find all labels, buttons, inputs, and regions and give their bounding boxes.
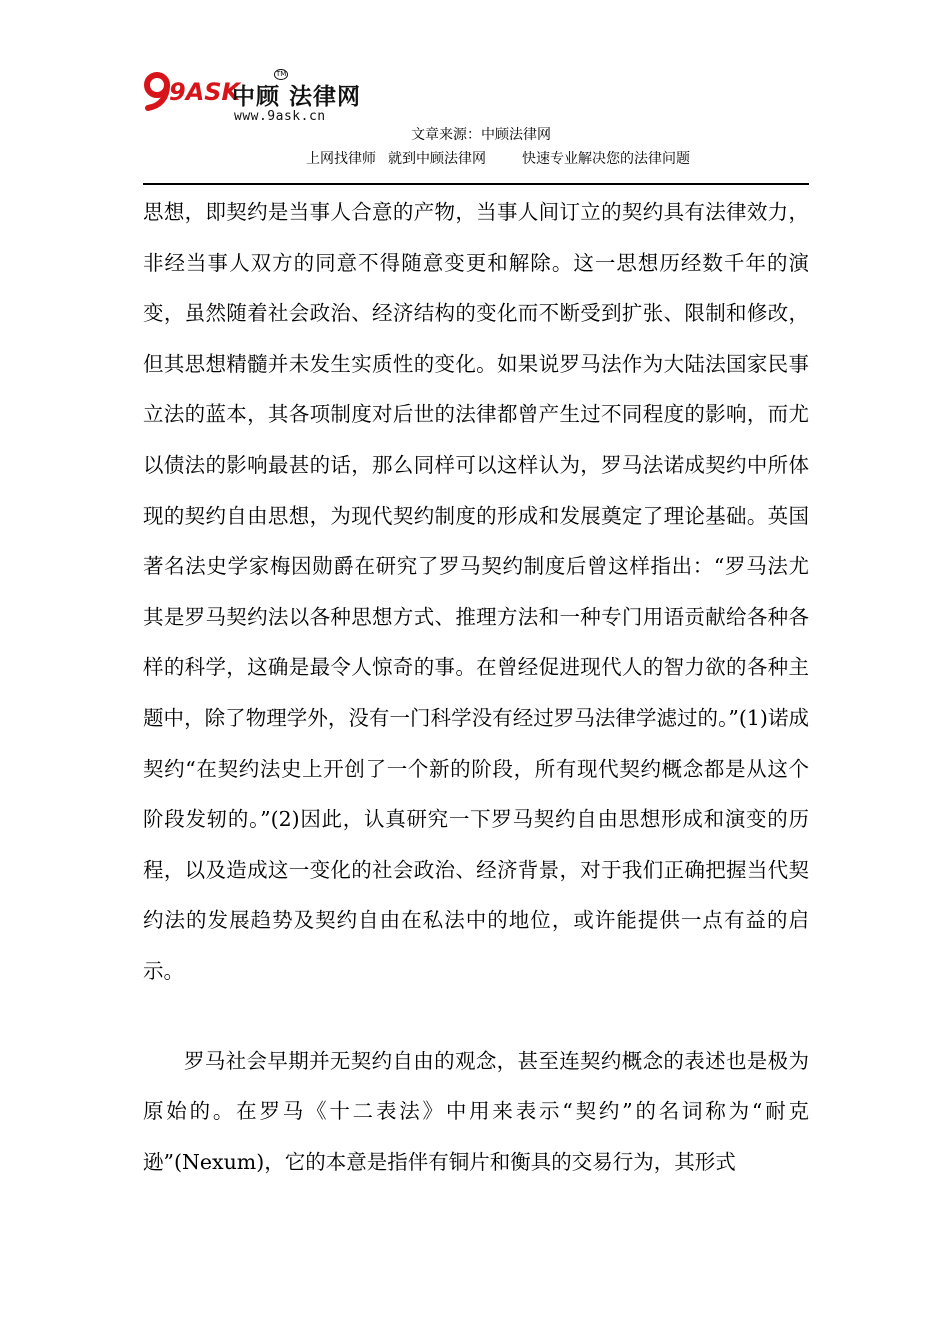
logo-nine-icon	[142, 72, 172, 112]
slogan-part-1: 上网找律师	[306, 151, 376, 167]
logo-wordmark: 9ASK	[169, 78, 241, 106]
header-divider	[143, 183, 809, 185]
paragraph-2: 罗马社会早期并无契约自由的观念，甚至连契约概念的表述也是极为原始的。在罗马《十二表法》中用来表示“契约”的名词称为“耐克逊”(Nexum)，它的本意是指伴有铜片和衡具的交易行为，其形式	[143, 1048, 809, 1174]
header-slogan	[306, 148, 690, 168]
article-body	[143, 187, 809, 1187]
slogan-part-3: 快速专业解决您的法律问题	[522, 151, 690, 167]
site-logo[interactable]	[142, 72, 382, 132]
slogan-part-2: 就到中顾法律网	[388, 151, 486, 167]
source-line: 文章来源：中顾法律网	[411, 127, 551, 143]
logo-brand-name: 中顾 法律网	[232, 84, 362, 110]
trademark-icon: TM	[276, 70, 287, 78]
paragraph-1: 思想，即契约是当事人合意的产物，当事人间订立的契约具有法律效力，非经当事人双方的同意不得随意变更和解除。这一思想历经数千年的演变，虽然随着社会政治、经济结构的变化而不断受到扩张、限制和修改，但其思想精髓并未发生实质性的变化。如果说罗马法作为大陆法国家民事立法的蓝本，其各项制度对后世的法律都曾产生过不同程度的影响，而尤以债法的影响最甚的话，那么同样可以这样认为，罗马法诺成契约中所体现的契约自由思想，为现代契约制度的形成和发展奠定了理论基础。英国著名法史学家梅因勋爵在研究了罗马契约制度后曾这样指出：“罗马法尤其是罗马契约法以各种思想方式、推理方法和一种专门用语贡献给各种各样的科学，这确是最令人惊奇的事。在曾经促进现代人的智力欲的各种主题中，除了物理学外，没有一门科学没有经过罗马法律学滤过的。”(1)诺成契约“在契约法史上开创了一个新的阶段，所有现代契约概念都是从这个阶段发轫的。”(2)因此，认真研究一下罗马契约自由思想形成和演变的历程，以及造成这一变化的社会政治、经济背景，对于我们正确把握当代契约法的发展趋势及契约自由在私法中的地位，或许能提供一点有益的启示。	[143, 200, 809, 983]
logo-url[interactable]: www.9ask.cn	[234, 109, 326, 124]
